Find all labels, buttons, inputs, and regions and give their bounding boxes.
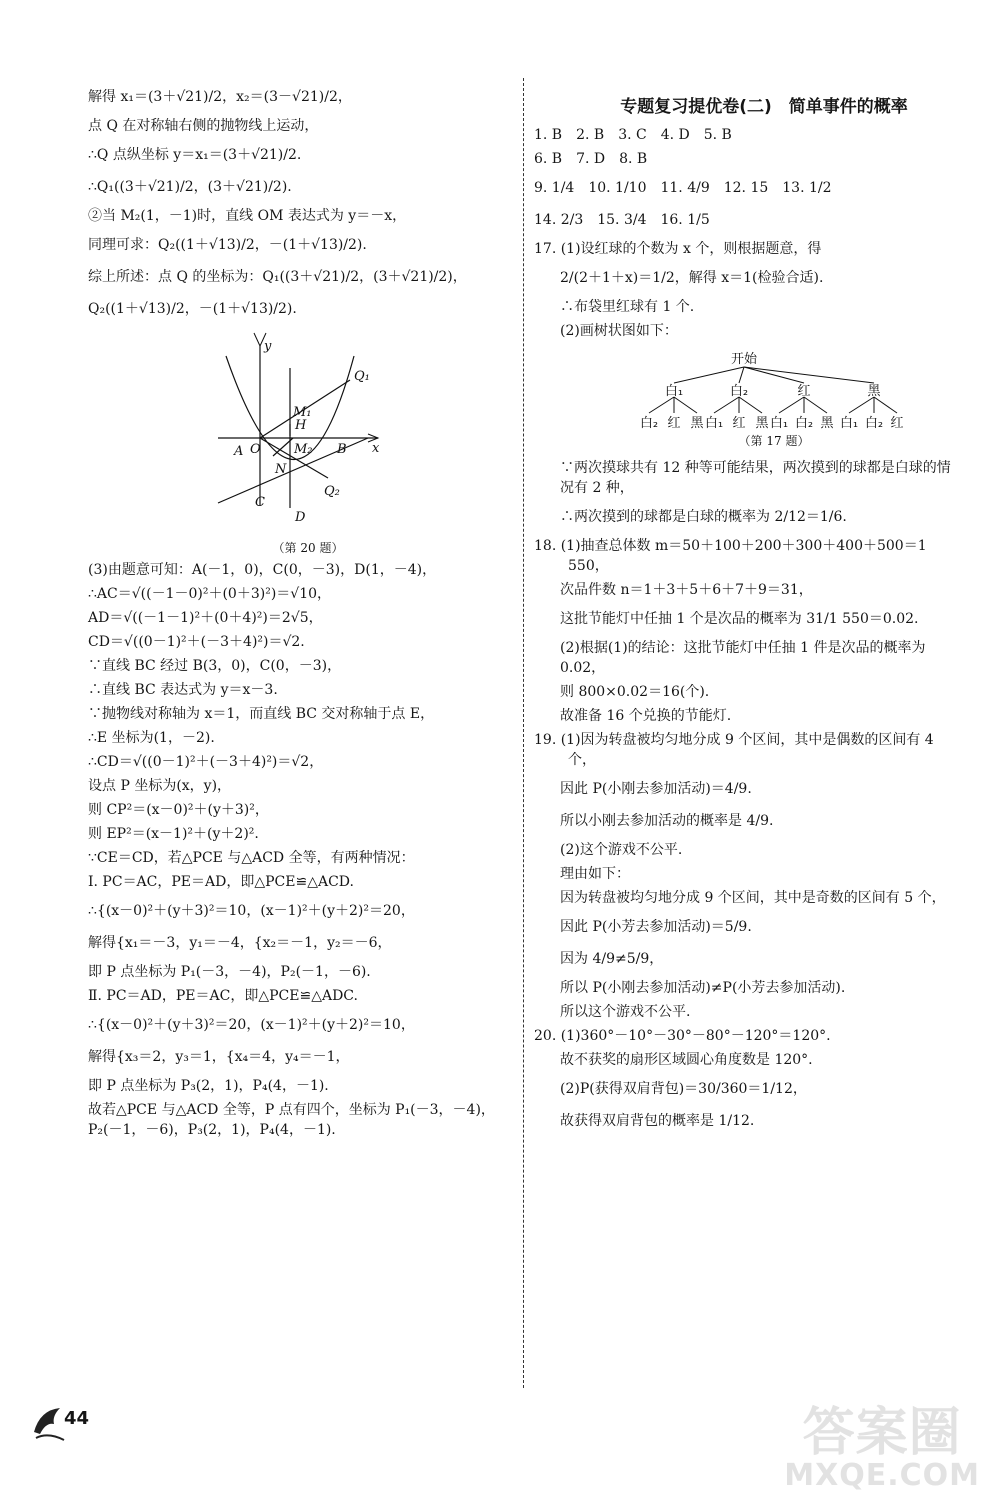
watermark-logo: 答案圈 — [802, 1403, 962, 1463]
y-axis-label: y — [264, 339, 272, 354]
q17-line: 2/(2＋1＋x)＝1/2，解得 x＝1(检验合适). — [560, 270, 824, 286]
tree-leaf: 白₁ — [769, 416, 789, 431]
watermark-url: MXQE.COM — [784, 1458, 980, 1493]
text-line: ∵抛物线对称轴为 x＝1，而直线 BC 交对称轴于点 E， — [88, 706, 435, 722]
q17-line: ∴两次摸到的球都是白球的概率为 2/12＝1/6. — [560, 509, 847, 525]
figure-20 — [88, 328, 528, 556]
text-line: ∴E 坐标为(1，－2). — [88, 730, 215, 746]
q17-line: (2)画树状图如下： — [560, 323, 678, 339]
text-line: 解得{x₃＝2，y₃＝1，{x₄＝4，y₄＝－1， — [88, 1049, 350, 1065]
text-line: 解得 x₁＝(3＋√21)/2，x₂＝(3－√21)/2， — [88, 89, 352, 105]
text-line: ∴{(x－0)²＋(y＋3)²＝10，(x－1)²＋(y＋2)²＝20， — [88, 903, 415, 919]
tree-leaf: 红 — [667, 416, 681, 431]
point-d-label: D — [295, 510, 306, 525]
tree-leaf: 红 — [890, 416, 904, 431]
point-m2-label: M₂ — [294, 442, 313, 457]
text-line: Ⅰ. PC＝AC，PE＝AD，即△PCE≌△ACD. — [88, 874, 354, 890]
text-line: Q₂((1＋√13)/2，－(1＋√13)/2). — [88, 301, 297, 317]
answer-line: 9. 1/4 10. 1/10 11. 4/9 12. 15 13. 1/2 — [534, 180, 832, 196]
tree-leaf: 黑 — [755, 416, 769, 431]
point-c-label: C — [255, 495, 265, 510]
text-line: ∴Q₁((3＋√21)/2，(3＋√21)/2). — [88, 179, 292, 195]
point-q1-label: Q₁ — [354, 369, 370, 384]
point-o-label: O — [250, 442, 261, 457]
text-line: ②当 M₂(1，－1)时，直线 OM 表达式为 y＝－x， — [88, 208, 407, 224]
text-line: ∴Q 点纵坐标 y＝x₁＝(3＋√21)/2. — [88, 147, 302, 163]
text-line: 则 CP²＝(x－0)²＋(y＋3)²， — [88, 802, 269, 818]
text-line: 即 P 点坐标为 P₃(2，1)，P₄(4，－1). — [88, 1078, 329, 1094]
point-q2-label: Q₂ — [324, 484, 340, 499]
text-line: 点 Q 在对称轴右侧的抛物线上运动， — [88, 118, 319, 134]
tree-node: 白₂ — [729, 384, 749, 399]
tree-leaf: 白₂ — [794, 416, 814, 431]
answer-line: 1. B 2. B 3. C 4. D 5. B — [534, 127, 732, 143]
point-h-label: H — [295, 418, 307, 433]
point-m1-label: M₁ — [293, 405, 312, 420]
text-line: ∵CE＝CD，若△PCE 与△ACD 全等，有两种情况： — [88, 850, 415, 866]
page-number: 44 — [64, 1408, 90, 1429]
tree-leaf: 黑 — [820, 416, 834, 431]
tree-caption: （第 17 题） — [738, 434, 810, 448]
tree-leaf: 白₂ — [864, 416, 884, 431]
q19-line: 所以这个游戏不公平. — [560, 1004, 691, 1020]
tree-node: 白₁ — [664, 384, 684, 399]
answer-line: 14. 2/3 15. 3/4 16. 1/5 — [534, 212, 710, 228]
q19-line: (2)这个游戏不公平. — [560, 842, 683, 858]
q17-line: ∴布袋里红球有 1 个. — [560, 299, 695, 315]
text-line: 即 P 点坐标为 P₁(－3，－4)，P₂(－1，－6). — [88, 964, 371, 980]
tree-diagram — [534, 345, 954, 454]
q17-line: 17. (1)设红球的个数为 x 个，则根据题意，得 — [534, 241, 822, 257]
q19-line: 因为转盘被均匀地分成 9 个区间，其中是奇数的区间有 5 个， — [560, 890, 946, 906]
q17-line: ∵两次摸球共有 12 种等可能结果，两次摸到的球都是白球的情况有 2 种， — [560, 460, 951, 496]
tree-leaf: 黑 — [690, 416, 704, 431]
tree-leaf: 白₂ — [639, 416, 659, 431]
column-divider — [523, 78, 524, 1388]
q19-line: 因此 P(小刚去参加活动)＝4/9. — [560, 781, 752, 797]
left-column — [88, 78, 528, 1144]
section-title: 专题复习提优卷(二) 简单事件的概率 — [620, 97, 908, 117]
text-line: CD＝√((0－1)²＋(－3＋4)²)＝√2. — [88, 634, 305, 650]
text-line: Ⅱ. PC＝AD，PE＝AC，即△PCE≌△ADC. — [88, 988, 358, 1004]
text-line: ∴{(x－0)²＋(y＋3)²＝20，(x－1)²＋(y＋2)²＝10， — [88, 1017, 415, 1033]
figure-caption: （第 20 题） — [272, 541, 344, 555]
answer-line: 6. B 7. D 8. B — [534, 151, 648, 167]
tree-leaf: 红 — [732, 416, 746, 431]
text-line: ∴AC＝√((－1－0)²＋(0＋3)²)＝√10， — [88, 586, 332, 602]
text-line: 解得{x₁＝－3，y₁＝－4，{x₂＝－1，y₂＝－6， — [88, 935, 392, 951]
q19-line: 所以 P(小刚去参加活动)≠P(小芳去参加活动). — [560, 980, 846, 996]
q19-line: 因为 4/9≠5/9， — [560, 951, 664, 967]
q19-line: 理由如下： — [560, 866, 630, 882]
q19-line: 所以小刚去参加活动的概率是 4/9. — [560, 813, 774, 829]
text-line: (3)由题意可知：A(－1，0)，C(0，－3)，D(1，－4)， — [88, 562, 437, 578]
tree-root: 开始 — [730, 352, 758, 367]
probability-tree — [534, 345, 954, 450]
text-line: AD＝√((－1－1)²＋(0＋4)²)＝2√5， — [88, 610, 323, 626]
text-line: 同理可求：Q₂((1＋√13)/2，－(1＋√13)/2). — [88, 237, 367, 253]
tree-node: 黑 — [867, 384, 881, 399]
text-line: 故若△PCE 与△ACD 全等，P 点有四个，坐标为 P₁(－3，－4)，P₂(－1，－6)，P₃(2，1)，P₄(4，－1). — [88, 1102, 495, 1138]
text-line: ∴直线 BC 表达式为 y＝x－3. — [88, 682, 278, 698]
q18-line: 18. (1)抽查总体数 m＝50＋100＋200＋300＋400＋500＝1 550， — [534, 538, 927, 574]
q19-line: 因此 P(小芳去参加活动)＝5/9. — [560, 919, 752, 935]
tree-node: 红 — [797, 384, 811, 399]
tree-leaf: 白₁ — [839, 416, 859, 431]
q20-line: (2)P(获得双肩背包)＝30/360＝1/12， — [560, 1081, 807, 1097]
text-line: 综上所述：点 Q 的坐标为：Q₁((3＋√21)/2，(3＋√21)/2)， — [88, 269, 467, 285]
x-axis-label: x — [372, 441, 380, 456]
q20-line: 故获得双肩背包的概率是 1/12. — [560, 1113, 755, 1129]
q18-line: 则 800×0.02＝16(个). — [560, 684, 710, 700]
watermark — [784, 1405, 980, 1491]
q18-line: 次品件数 n＝1＋3＋5＋6＋7＋9＝31， — [560, 582, 813, 598]
point-n-label: N — [275, 462, 287, 477]
q18-line: 这批节能灯中任抽 1 个是次品的概率为 31/1 550＝0.02. — [560, 611, 919, 627]
text-line: 则 EP²＝(x－1)²＋(y＋2)². — [88, 826, 259, 842]
q19-line: 19. (1)因为转盘被均匀地分成 9 个区间，其中是偶数的区间有 4 个， — [534, 732, 934, 768]
parabola-diagram — [88, 328, 528, 533]
q20-line: 故不获奖的扇形区域圆心角度数是 120°. — [560, 1052, 813, 1068]
text-line: 设点 P 坐标为(x，y)， — [88, 778, 232, 794]
q18-line: (2)根据(1)的结论：这批节能灯中任抽 1 件是次品的概率为 0.02， — [560, 640, 926, 676]
point-a-label: A — [234, 444, 244, 459]
tree-leaf: 白₁ — [704, 416, 724, 431]
q18-line: 故准备 16 个兑换的节能灯. — [560, 708, 732, 724]
right-column — [534, 78, 954, 1140]
point-b-label: B — [337, 442, 347, 457]
q20-line: 20. (1)360°－10°－30°－80°－120°＝120°. — [534, 1028, 831, 1044]
text-line: ∴CD＝√((0－1)²＋(－3＋4)²)＝√2， — [88, 754, 324, 770]
text-line: ∵直线 BC 经过 B(3，0)，C(0，－3)， — [88, 658, 342, 674]
